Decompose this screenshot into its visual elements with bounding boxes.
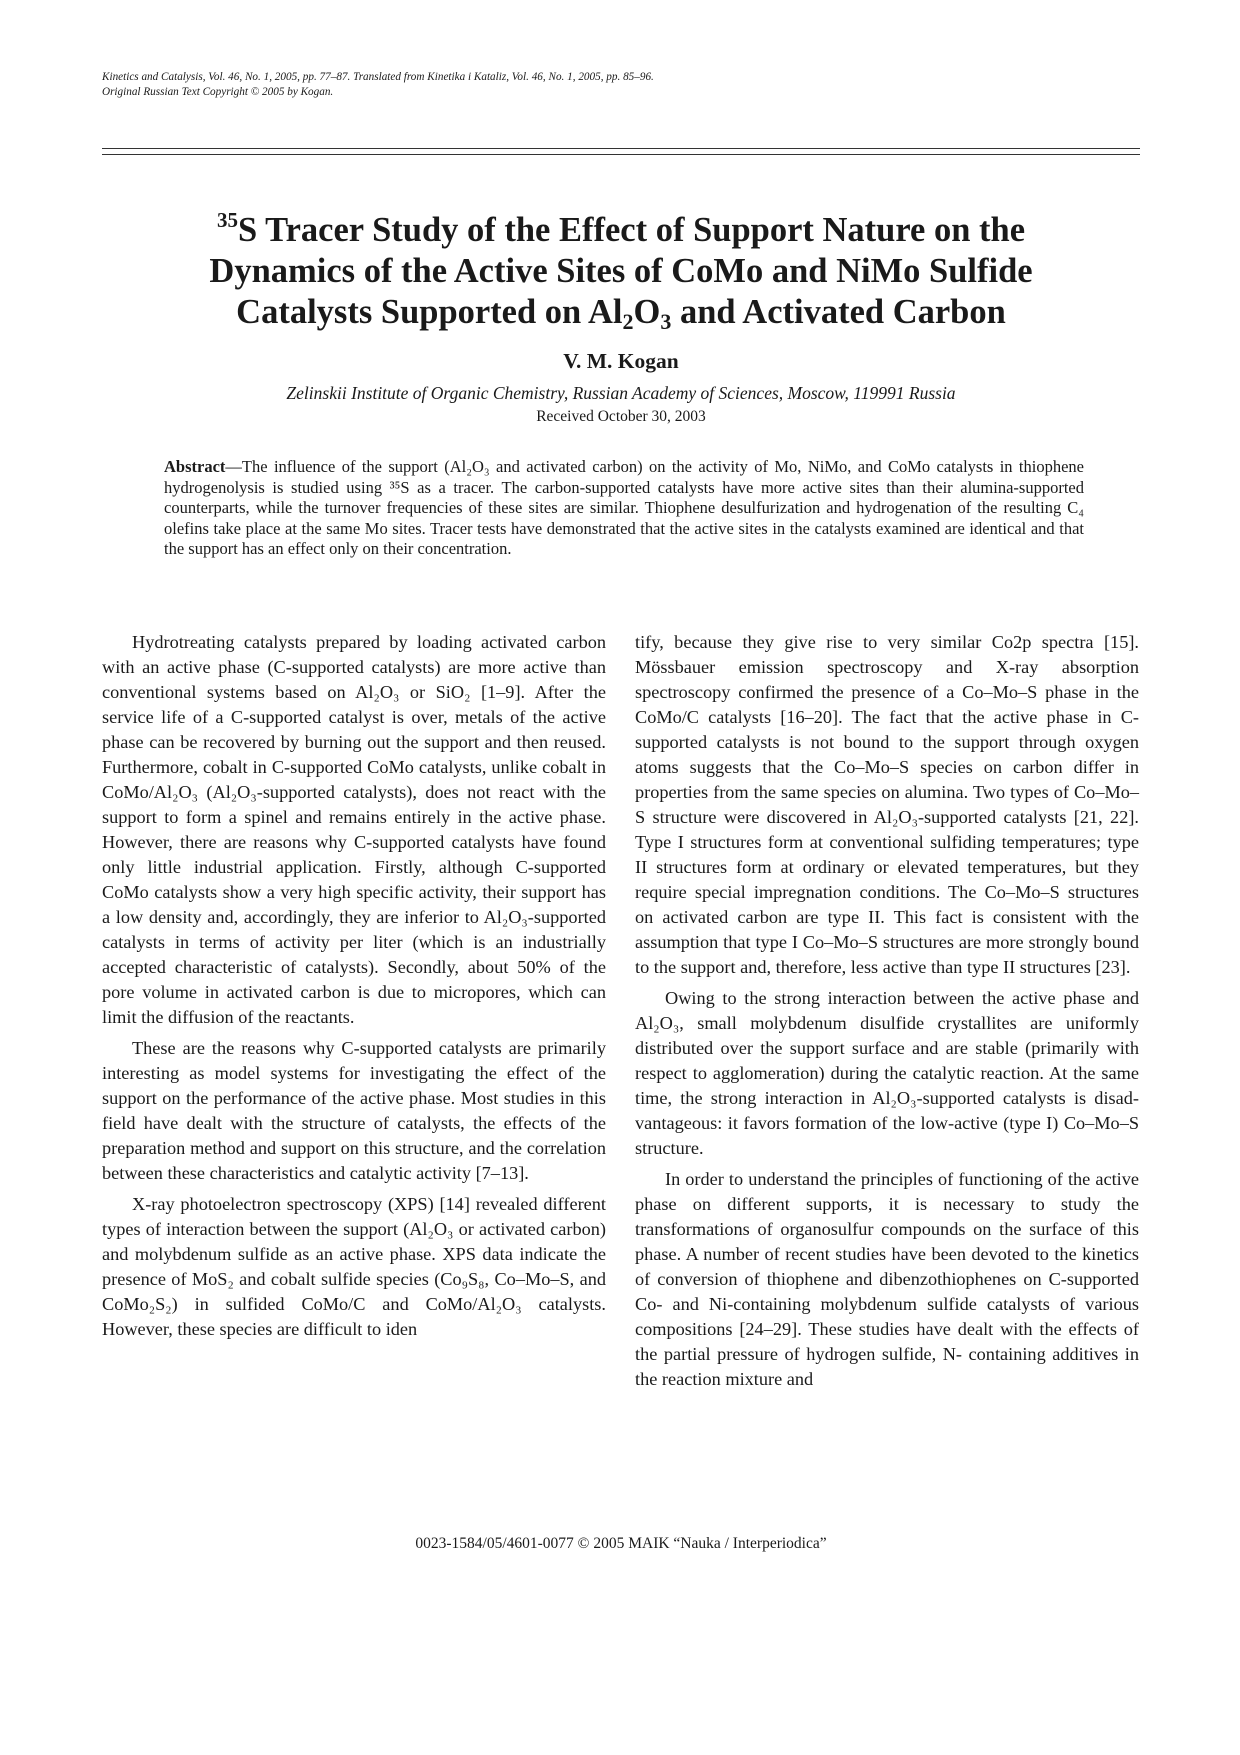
abstract-text: —The influence of the support (Al₂O₃ and activated carbon) on the activity of Mo, NiMo, and CoMo catalysts in thiophene hydrogenolysis is studied using ³⁵S as a tracer. The carbon-supported catalysts have more active sites than their alumina-supported counterparts, while the turnover frequencies of these sites are similar. Thiophene desulfurization and hydrogenation of the resulting C₄ olefins take place at the same Mo sites. Tracer tests have demonstrated that the active sites in the catalysts examined are identical and that the support has an effect only on their concentration. <box>164 457 1084 558</box>
header-rule-bottom <box>102 154 1140 155</box>
header-rule-top <box>102 148 1140 149</box>
title-line-2: Dynamics of the Active Sites of CoMo and NiMo Sulfide <box>209 252 1033 290</box>
author-affiliation: Zelinskii Institute of Organic Chemistry, Russian Academy of Sciences, Moscow, 119991 Russia <box>286 383 956 403</box>
received-date: Received October 30, 2003 <box>536 408 706 425</box>
header-copyright: Original Russian Text Copyright © 2005 by Kogan. <box>102 86 334 98</box>
paragraph: tify, because they give rise to very similar Co2p spectra [15]. Mössbauer emission spectroscopy and X-ray absorption spectroscopy confirmed the presence of a Co–Mo–S phase in the CoMo/C catalysts [16–20]. The fact that the active phase in C-supported catalysts is not bound to the support through oxygen atoms suggests that the Co–Mo–S species on carbon differ in properties from the same species on alumina. Two types of Co–Mo–S structure were discovered in Al₂O₃-supported catalysts [21, 22]. Type I structures form at conventional sulfiding temperatures; type II structures form at ordinary or elevated temperatures, but they require special impregnation conditions. The Co–Mo–S structures on activated carbon are type II. This fact is consistent with the assumption that type I Co–Mo–S structures are more strongly bound to the support and, therefore, less active than type II structures [23]. <box>635 632 1139 977</box>
title-line-3: Catalysts Supported on $Al_2O_3$ and Activated Carbon <box>236 293 1006 334</box>
header-citation: Kinetics and Catalysis, Vol. 46, No. 1, 2005, pp. 77–87. Translated from Kinetika i Kataliz, Vol. 46, No. 1, 2005, pp. 85–96. <box>102 71 654 83</box>
paragraph: Owing to the strong interaction between the active phase and Al₂O₃, small molybdenum disulfide crystallites are uniformly distributed over the support surface and are stable (primarily with respect to agglomeration) during the catalytic reaction. At the same time, the strong interaction in Al₂O₃-supported catalysts is disadvantageous: it favors formation of the low-active (type I) Co–Mo–S structure. <box>635 988 1139 1158</box>
left-column <box>102 630 606 1348</box>
journal-header <box>102 70 654 100</box>
page-footer: 0023-1584/05/4601-0077 © 2005 MAIK “Nauka / Interperiodica” <box>415 1535 827 1552</box>
paper-title <box>102 210 1140 333</box>
title-line-1: $^{35}$S Tracer Study of the Effect of Support Nature on the <box>216 208 1026 249</box>
paragraph: X-ray photoelectron spectroscopy (XPS) [14] revealed different types of interaction between the support (Al₂O₃ or activated carbon) and molybdenum sulfide as an active phase. XPS data indicate the presence of MoS₂ and cobalt sulfide species (Co₉S₈, Co–Mo–S, and CoMo₂S₂) in sulfided CoMo/C and CoMo/Al₂O₃ catalysts. However, these species are difficult to iden <box>102 1194 606 1339</box>
paragraph: These are the reasons why C-supported catalysts are primarily interesting as model systems for investigating the effect of the support on the performance of the active phase. Most studies in this field have dealt with the structure of catalysts, the effects of the preparation method and support on this structure, and the correlation between these characteristics and catalytic activity [7–13]. <box>102 1038 606 1183</box>
right-column <box>635 630 1139 1398</box>
paragraph: Hydrotreating catalysts prepared by loading activated carbon with an active phase (C-supported catalysts) are more active than conventional systems based on Al₂O₃ or SiO₂ [1–9]. After the service life of a C-supported catalyst is over, metals of the active phase can be recovered by burning out the support and then reused. Furthermore, cobalt in C-supported CoMo catalysts, unlike cobalt in CoMo/Al₂O₃ (Al₂O₃-supported catalysts), does not react with the support to form a spinel and remains entirely in the active phase. However, there are reasons why C-supported catalysts have found only little industrial application. Firstly, although C-supported CoMo catalysts show a very high specific activity, their support has a low density and, accordingly, they are inferior to Al₂O₃-supported catalysts in terms of activity per liter (which is an industrially accepted characteristic of catalysts). Secondly, about 50% of the pore volume in activated carbon is due to micropores, which can limit the diffusion of the reactants. <box>102 632 606 1027</box>
author-name: V. M. Kogan <box>563 349 679 373</box>
title-superscript: 35 <box>216 208 238 232</box>
abstract-label: Abstract <box>164 457 226 476</box>
paragraph: In order to understand the principles of functioning of the active phase on different supports, it is necessary to study the transformations of organosulfur compounds on the surface of this phase. A number of recent studies have been devoted to the kinetics of conversion of thiophene and dibenzothiophenes on C-supported Co- and Ni-containing molybdenum sulfide catalysts of various compositions [24–29]. These studies have dealt with the effects of the partial pressure of hydrogen sulfide, N- containing additives in the reaction mixture and <box>635 1169 1139 1389</box>
abstract <box>164 457 1084 560</box>
